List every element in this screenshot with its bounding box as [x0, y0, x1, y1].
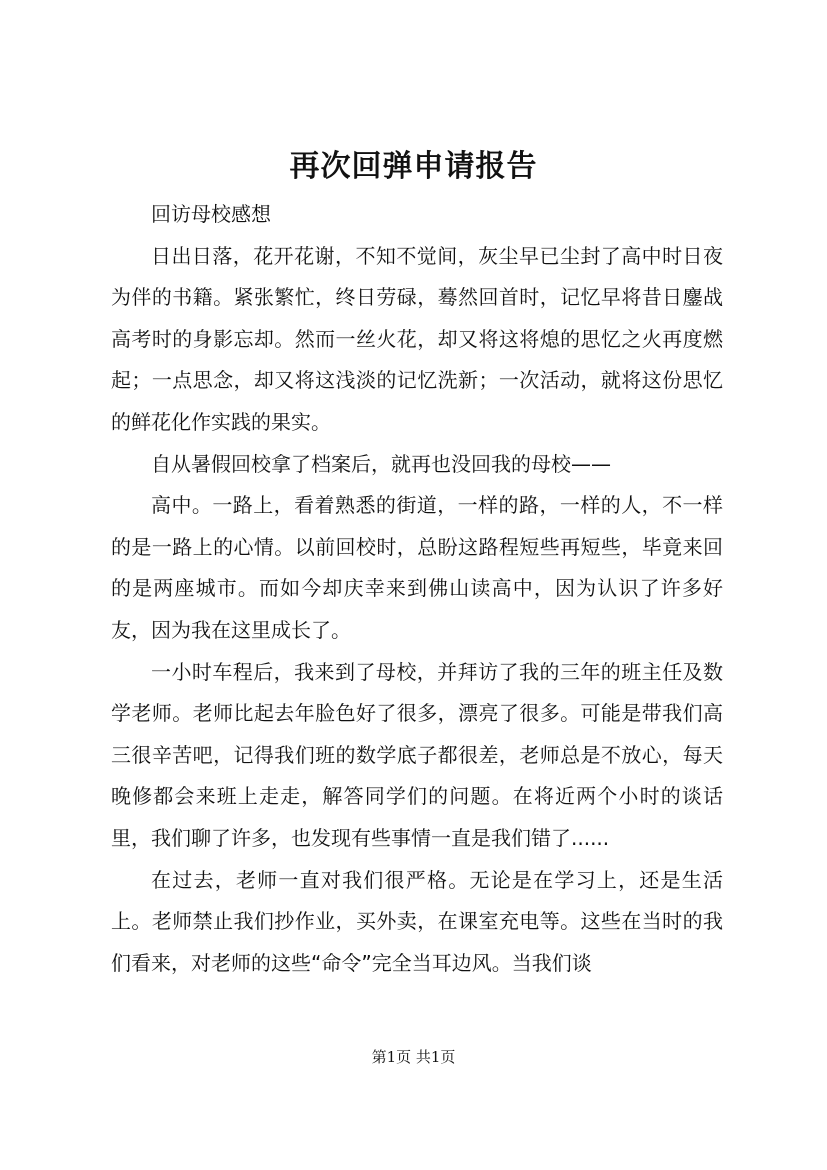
- paragraph: 一小时车程后，我来到了母校，并拜访了我的三年的班主任及数学老师。老师比起去年脸色好了很多，漂亮了很多。可能是带我们高三很辛苦吧，记得我们班的数学底子都很差，老师总是不放心，每天晚修都会来班上走走，解答同学们的问题。在将近两个小时的谈话里，我们聊了许多，也发现有些事情一直是我们错了......: [111, 659, 723, 850]
- paragraph: 在过去，老师一直对我们很严格。无论是在学习上，还是生活上。老师禁止我们抄作业，买外卖，在课室充电等。这些在当时的我们看来，对老师的这些“命令”完全当耳边风。当我们谈: [111, 867, 723, 975]
- document-title: 再次回弹申请报告: [289, 149, 538, 184]
- paragraph-subtitle: 回访母校感想: [151, 202, 271, 226]
- paragraph: 高中。一路上，看着熟悉的街道，一样的路，一样的人，不一样的是一路上的心情。以前回校时，总盼这路程短些再短些，毕竟来回的是两座城市。而如今却庆幸来到佛山读高中，因为认识了许多好友，因为我在这里成长了。: [111, 493, 723, 642]
- document-body: [111, 194, 723, 984]
- paragraph: 日出日落，花开花谢，不知不觉间，灰尘早已尘封了高中时日夜为伴的书籍。紧张繁忙，终日劳碌，蓦然回首时，记忆早将昔日鏖战高考时的身影忘却。然而一丝火花，却又将这将熄的思忆之火再度燃起；一点思念，却又将这浅淡的记忆洗新；一次活动，就将这份思忆的鲜花化作实践的果实。: [111, 243, 723, 434]
- paragraph: 自从暑假回校拿了档案后，就再也没回我的母校——: [151, 451, 611, 476]
- page-footer: 第1页 共1页: [371, 1048, 456, 1066]
